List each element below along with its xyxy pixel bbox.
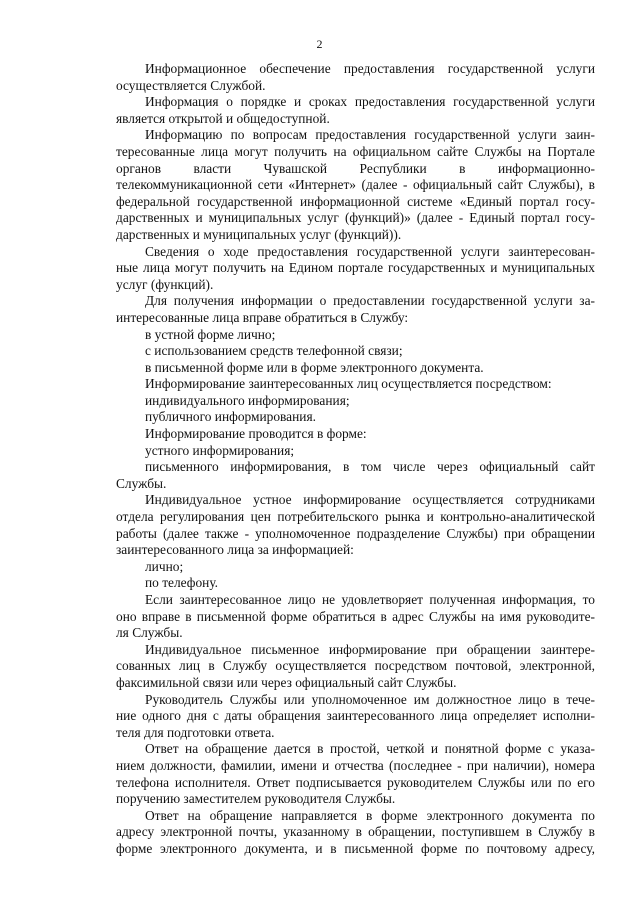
- text-line: сованных лиц в Службу осуществляется посредством почтовой, электронной,: [116, 658, 595, 674]
- text-line: тересованные лица могут получить на официальном сайте Службы на Портале: [116, 143, 595, 159]
- text-line: в письменной форме или в форме электронного документа.: [145, 359, 484, 375]
- text-line: Индивидуальное письменное информирование при обращении заинтере-: [145, 641, 595, 657]
- text-line: интересованные лица вправе обратиться в Службу:: [116, 309, 409, 325]
- text-line: адресу электронной почты, указанному в обращении, поступившем в Службу в: [116, 824, 595, 840]
- text-line: дарственных и муниципальных услуг (функций)» (далее - Единый портал госу-: [116, 210, 595, 226]
- text-line: Информацию по вопросам предоставления государственной услуги заин-: [145, 127, 595, 143]
- text-line: письменного информирования, в том числе через официальный сайт: [145, 459, 595, 475]
- text-line: лично;: [145, 558, 184, 574]
- text-line: отдела регулирования цен потребительского рынка и контрольно-аналитической: [116, 509, 595, 525]
- text-line: оно вправе в письменной форме обратиться в адрес Службы на имя руководите-: [116, 608, 595, 624]
- text-line: Информация о порядке и сроках предоставления государственной услуги: [145, 94, 595, 110]
- text-line: Руководитель Службы или уполномоченное им должностное лицо в тече-: [145, 691, 595, 707]
- text-line: нием должности, фамилии, имени и отчества (последнее - при наличии), номера: [116, 757, 595, 773]
- text-line: Информирование проводится в форме:: [145, 426, 367, 442]
- document-body: [116, 61, 595, 858]
- page-number: 2: [316, 37, 323, 51]
- text-line: услуг (функций).: [116, 276, 214, 292]
- text-line: в устной форме лично;: [145, 326, 276, 342]
- text-line: ние одного дня с даты обращения заинтересованного лица определяет исполни-: [116, 708, 595, 724]
- text-line: Ответ на обращение дается в простой, четкой и понятной форме с указа-: [145, 741, 595, 757]
- text-line: Сведения о ходе предоставления государственной услуги заинтересован-: [145, 243, 595, 259]
- text-line: дарственных и муниципальных услуг (функций)).: [116, 226, 402, 242]
- text-line: осуществляется Службой.: [116, 77, 266, 93]
- text-line: телекоммуникационной сети «Интернет» (далее - официальный сайт Службы), в: [116, 177, 595, 193]
- text-line: Службы.: [116, 475, 167, 491]
- text-line: телефона исполнителя. Ответ подписывается руководителем Службы или по его: [116, 774, 595, 790]
- text-line: индивидуального информирования;: [145, 392, 350, 408]
- text-line: ные лица могут получить на Едином портале государственных и муниципальных: [116, 260, 595, 276]
- text-line: ля Службы.: [116, 625, 183, 641]
- text-line: Индивидуальное устное информирование осуществляется сотрудниками: [145, 492, 595, 508]
- text-line: с использованием средств телефонной связи;: [145, 343, 403, 359]
- text-line: Если заинтересованное лицо не удовлетворяет полученная информация, то: [145, 592, 595, 607]
- text-line: Информационное обеспечение предоставления государственной услуги: [145, 61, 595, 76]
- text-line: является открытой и общедоступной.: [116, 110, 330, 126]
- text-line: факсимильной связи или через официальный сайт Службы.: [116, 674, 457, 690]
- text-line: федеральной государственной информационной системе «Единый портал госу-: [116, 193, 595, 209]
- text-line: заинтересованного лица за информацией:: [116, 542, 354, 558]
- text-line: устного информирования;: [145, 442, 295, 458]
- text-line: Ответ на обращение направляется в форме электронного документа по: [145, 807, 595, 823]
- text-line: поручению заместителем руководителя Службы.: [116, 791, 396, 807]
- text-line: работы (далее также - уполномоченное подразделение Службы) при обращении: [116, 525, 595, 541]
- text-line: Информирование заинтересованных лиц осуществляется посредством:: [145, 376, 552, 392]
- text-line: по телефону.: [145, 575, 219, 591]
- text-line: Для получения информации о предоставлении государственной услуги за-: [145, 293, 595, 309]
- text-line: публичного информирования.: [145, 409, 316, 425]
- text-line: органов власти Чувашской Республики в информационно-: [116, 160, 595, 176]
- text-line: форме электронного документа, и в письменной форме по почтовому адресу,: [116, 840, 595, 856]
- text-line: теля для подготовки ответа.: [116, 724, 275, 740]
